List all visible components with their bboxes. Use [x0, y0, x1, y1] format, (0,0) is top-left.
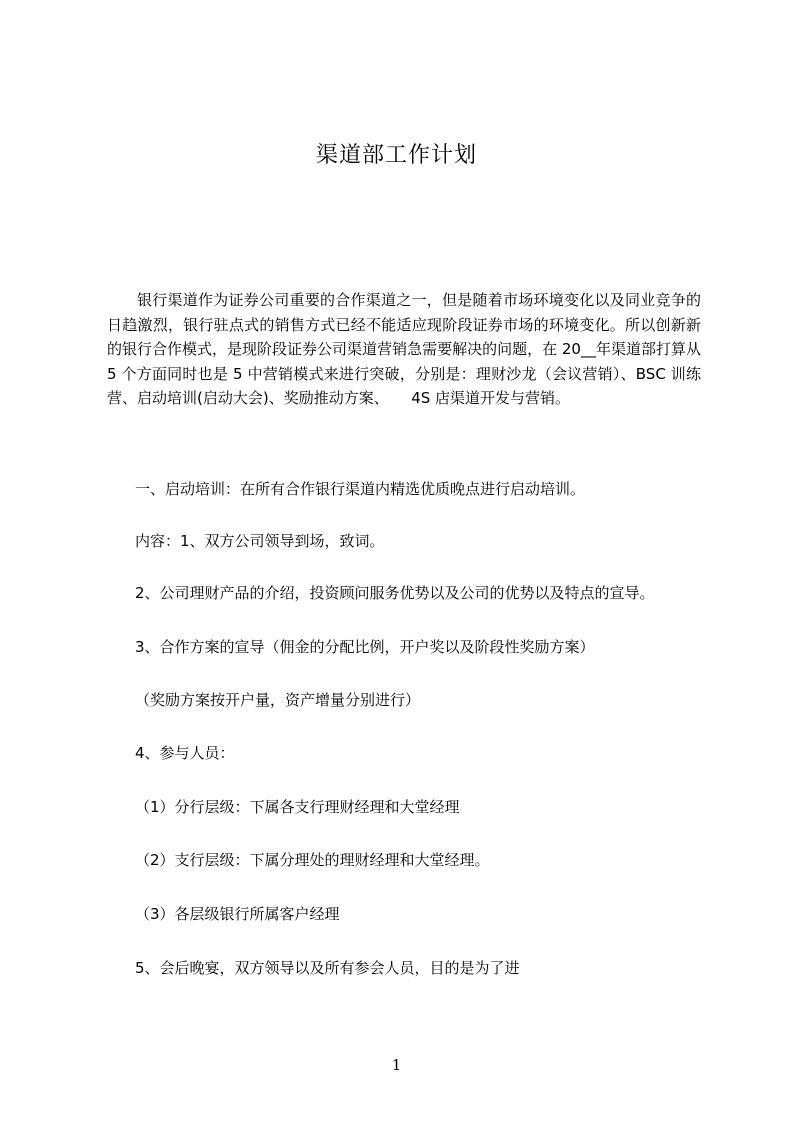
participant-item-2: （2）支行层级：下属分理处的理财经理和大堂经理。: [135, 851, 490, 869]
participant-item-3: （3）各层级银行所属客户经理: [135, 905, 340, 923]
intro-paragraph: 银行渠道作为证券公司重要的合作渠道之一，但是随着市场环境变化以及同业竞争的日趋激烈，银行驻点式的销售方式已经不能适应现阶段证券市场的环境变化。所以创新新的银行合作模式，是现阶段证券公司渠道营销急需要解决的问题，在 20__年渠道部打算从 5 个方面同时也是 5 中营销模式来进行突破，分别是：理财沙龙（会议营销）、BSC 训练营、启动培训(启动大会)、奖励推动方案、 4S 店渠道开发与营销。: [107, 291, 701, 407]
content-item-2: 2、公司理财产品的介绍，投资顾问服务优势以及公司的优势以及特点的宣导。: [135, 584, 655, 602]
content-item-5: 5、会后晚宴，双方领导以及所有参会人员，目的是为了进: [135, 959, 520, 977]
document-title: 渠道部工作计划: [315, 143, 477, 168]
page-number: 1: [391, 1056, 402, 1074]
content-item-4: 4、参与人员：: [135, 744, 235, 762]
participant-item-1: （1）分行层级：下属各支行理财经理和大堂经理: [135, 798, 460, 816]
content-item-1: 内容：1、双方公司领导到场，致词。: [135, 532, 385, 550]
content-item-3-note: （奖励方案按开户量，资产增量分别进行）: [135, 691, 421, 709]
content-item-3: 3、合作方案的宣导（佣金的分配比例，开户奖以及阶段性奖励方案）: [135, 638, 595, 656]
section-heading-launch-training: 一、启动培训：在所有合作银行渠道内精选优质晚点进行启动培训。: [135, 480, 586, 498]
